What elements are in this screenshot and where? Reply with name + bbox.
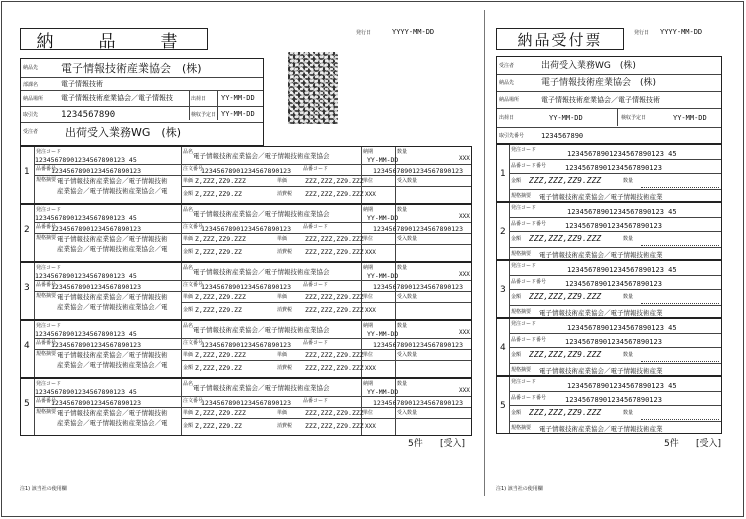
recv-qty-label: 受入数量 (397, 410, 418, 416)
unit-value: XXX (365, 249, 376, 256)
spec: 電子情報技術産業協会／電子情報技術産業 (539, 193, 663, 201)
deliver-place: 電子情報技術産業協会／電子情報技 (61, 94, 173, 102)
amount-label: 金額 (511, 352, 522, 358)
tax: ZZZ,ZZZ,ZZ9.ZZZ (305, 306, 364, 314)
qty-value: XXX (459, 329, 470, 336)
amount: Z,ZZZ,ZZ9.ZZ (195, 190, 242, 198)
page-divider (484, 10, 485, 496)
unit-label: 単位 (363, 294, 374, 300)
receipt-item-row (496, 318, 722, 376)
qty-label: 数量 (397, 207, 408, 213)
item-code-label: 品番コード番号 (511, 163, 547, 169)
delivery-label: 納期 (363, 265, 374, 271)
item-code: 12345678901234567890123 (201, 341, 292, 349)
delivery-label: 納期 (363, 381, 374, 387)
amount: ZZZ,ZZZ,ZZ9.ZZZ (529, 292, 602, 301)
unit-price: Z,ZZZ,ZZ9.ZZZ (195, 293, 246, 301)
right-footer-note: 注1) 該当社の使用欄 (496, 486, 543, 492)
order-no: 12345678901234567890123 45 (567, 324, 677, 332)
item-code: 12345678901234567890123 (565, 396, 662, 404)
amount: Z,ZZZ,ZZ9.ZZ (195, 306, 242, 314)
order-num: 12345678901234567890123 (51, 167, 142, 175)
qty-value: XXX (459, 155, 470, 162)
right-issue-date-label: 発行日 (634, 30, 650, 36)
spec-line-2: 産業協会／電子情報技術産業協会／電 (57, 187, 168, 195)
qty-label: 数量 (623, 352, 634, 358)
order-no-label: 発注コード (511, 379, 537, 385)
delivery-item-row (20, 378, 472, 436)
qty-label: 数量 (623, 178, 634, 184)
delivery-date: YY-MM-DD (367, 156, 399, 164)
qty-value: XXX (459, 387, 470, 394)
spec-label: 規格摘要 (36, 177, 57, 183)
qty-entry-line (641, 295, 719, 304)
dept-name: 電子情報技術 (61, 80, 103, 88)
recv-qty-label: 受入数量 (397, 178, 418, 184)
amount: ZZZ,ZZZ,ZZ9.ZZZ (529, 350, 602, 359)
unit-value: XXX (365, 365, 376, 372)
spec-line-1: 電子情報技術産業協会／電子情報技術 (57, 409, 168, 417)
order-num-label: 品番番号 (36, 340, 57, 346)
price2: ZZZ,ZZZ,ZZ9.ZZZ (305, 293, 364, 301)
qty-label: 数量 (623, 294, 634, 300)
num-label: 注文番号 (183, 282, 204, 288)
delivery-label: 納期 (363, 207, 374, 213)
price2: ZZZ,ZZZ,ZZ9.ZZZ (305, 235, 364, 243)
price2-label: 単価 (277, 236, 288, 242)
order-no-label: 発注コード (36, 265, 62, 271)
item-code-label: 品番コード番号 (511, 279, 547, 285)
tax-label: 消費税 (277, 249, 293, 255)
accept-date-label: 検収予定日 (191, 112, 217, 118)
order-no-label: 発注コード (36, 207, 62, 213)
delivery-slip-title: 納 品 書 (20, 28, 208, 50)
left-footer-note: 注1) 該当社の使用欄 (20, 486, 67, 492)
amount-label: 金額 (183, 249, 194, 255)
ship-date-label: 出荷日 (191, 96, 207, 102)
spec-line-1: 電子情報技術産業協会／電子情報技術 (57, 235, 168, 243)
right-accept-label: 検収予定日 (621, 115, 647, 121)
left-count: 5件 (408, 439, 423, 449)
qr-code (288, 52, 338, 124)
dept-label: 部課名 (23, 82, 39, 88)
qty-value: XXX (459, 213, 470, 220)
right-receipt-mark: [受入] (696, 439, 722, 449)
spec-label: 規格摘要 (36, 351, 57, 357)
spec: 電子情報技術産業協会／電子情報技術産業 (539, 251, 663, 259)
delivery-item-row (20, 262, 472, 320)
spec: 電子情報技術産業協会／電子情報技術産業 (539, 367, 663, 375)
item-code: 12345678901234567890123 (201, 225, 292, 233)
item-code: 12345678901234567890123 (201, 167, 292, 175)
issue-date-label: 発行日 (356, 30, 372, 36)
tax: ZZZ,ZZZ,ZZ9.ZZZ (305, 248, 364, 256)
recv-qty-label: 受入数量 (397, 352, 418, 358)
amount: ZZZ,ZZZ,ZZ9.ZZZ (529, 234, 602, 243)
order-no: 12345678901234567890123 45 (35, 388, 137, 396)
product-label: 品名 (183, 323, 194, 329)
qty-label: 数量 (397, 381, 408, 387)
qty-label: 数量 (397, 265, 408, 271)
spec-line-2: 産業協会／電子情報技術産業協会／電 (57, 419, 168, 427)
accept-date: YY-MM-DD (221, 110, 255, 118)
receipt-item-row (496, 202, 722, 260)
product-label: 品名 (183, 149, 194, 155)
item-number: 5 (24, 399, 30, 409)
spec-line-2: 産業協会／電子情報技術産業協会／電 (57, 245, 168, 253)
amount-label: 金額 (183, 365, 194, 371)
unit-price: Z,ZZZ,ZZ9.ZZZ (195, 351, 246, 359)
amount: ZZZ,ZZZ,ZZ9.ZZZ (529, 408, 602, 417)
right-dest-name: 電子情報技術産業協会 (株) (541, 78, 657, 88)
delivery-label: 納期 (363, 323, 374, 329)
recv-qty-label: 受入数量 (397, 236, 418, 242)
right-dest-label: 納品先 (499, 80, 515, 86)
right-deliver-label: 納品場所 (499, 97, 520, 103)
item-number: 1 (24, 167, 30, 177)
order-no: 12345678901234567890123 45 (35, 330, 137, 338)
qty-value: XXX (459, 271, 470, 278)
amount-label: 金額 (511, 178, 522, 184)
unit-value: XXX (365, 307, 376, 314)
price2-label: 単価 (277, 178, 288, 184)
spec-label: 規格摘要 (36, 409, 57, 415)
tax-label: 消費税 (277, 423, 293, 429)
order-num-label: 品番番号 (36, 282, 57, 288)
unit-value: XXX (365, 191, 376, 198)
order-no: 12345678901234567890123 45 (35, 214, 137, 222)
order-no-label: 発注コード (511, 147, 537, 153)
delivery-item-row (20, 146, 472, 204)
order-num: 12345678901234567890123 (51, 225, 142, 233)
code-label: 品番コード (303, 224, 329, 230)
deliver-label: 納品場所 (23, 96, 44, 102)
unit-label: 単位 (363, 178, 374, 184)
amount-label: 金額 (511, 236, 522, 242)
item-code: 12345678901234567890123 (565, 280, 662, 288)
qty-entry-line (641, 237, 719, 246)
delivery-date: YY-MM-DD (367, 272, 399, 280)
right-acct-code: 1234567890 (541, 132, 584, 140)
right-supplier-name: 出荷受入業務WG (株) (541, 61, 636, 71)
order-num: 12345678901234567890123 (51, 341, 142, 349)
order-no-label: 発注コード (36, 381, 62, 387)
amount-label: 金額 (183, 423, 194, 429)
code-label: 品番コード (303, 398, 329, 404)
delivery-label: 納期 (363, 149, 374, 155)
delivery-item-row (20, 320, 472, 378)
order-no: 12345678901234567890123 45 (35, 156, 137, 164)
right-ship-date: YY-MM-DD (549, 114, 583, 122)
item-code-2: 12345678901234567890123 (373, 225, 464, 233)
num-label: 注文番号 (183, 340, 204, 346)
item-number: 3 (24, 283, 30, 293)
qty-label: 数量 (623, 236, 634, 242)
spec-label: 規格摘要 (36, 293, 57, 299)
qty-label: 数量 (397, 149, 408, 155)
unit-value: XXX (365, 423, 376, 430)
item-number: 2 (24, 225, 30, 235)
product-name: 電子情報技術産業協会／電子情報技術産業協会 (193, 326, 330, 334)
spec-line-1: 電子情報技術産業協会／電子情報技術 (57, 351, 168, 359)
ship-date: YY-MM-DD (221, 94, 255, 102)
item-number: 2 (500, 227, 506, 237)
right-deliver-place: 電子情報技術産業協会／電子情報技術 (541, 96, 660, 104)
item-code-label: 品番コード番号 (511, 395, 547, 401)
spec-label: 規格摘要 (511, 309, 532, 315)
amount: Z,ZZZ,ZZ9.ZZ (195, 364, 242, 372)
unit-label: 単位 (363, 236, 374, 242)
item-code-label: 品番コード番号 (511, 221, 547, 227)
product-label: 品名 (183, 207, 194, 213)
order-num: 12345678901234567890123 (51, 399, 142, 407)
unit-label: 単位 (363, 352, 374, 358)
order-num-label: 品番番号 (36, 166, 57, 172)
order-no-label: 発注コード (511, 263, 537, 269)
item-code: 12345678901234567890123 (565, 338, 662, 346)
tax-label: 消費税 (277, 365, 293, 371)
product-name: 電子情報技術産業協会／電子情報技術産業協会 (193, 384, 330, 392)
order-no-label: 発注コード (36, 323, 62, 329)
spec-line-1: 電子情報技術産業協会／電子情報技術 (57, 177, 168, 185)
price2-label: 単価 (277, 410, 288, 416)
order-num-label: 品番番号 (36, 224, 57, 230)
receipt-item-row (496, 376, 722, 434)
delivery-date: YY-MM-DD (367, 330, 399, 338)
item-code: 12345678901234567890123 (201, 399, 292, 407)
spec-line-2: 産業協会／電子情報技術産業協会／電 (57, 361, 168, 369)
amount-label: 金額 (511, 410, 522, 416)
supplier-name: 出荷受入業務WG (株) (65, 126, 181, 139)
receipt-slip-title: 納品受付票 (496, 28, 624, 50)
order-num-label: 品番番号 (36, 398, 57, 404)
delivery-header (20, 58, 264, 146)
unit-price: Z,ZZZ,ZZ9.ZZZ (195, 409, 246, 417)
spec-label: 規格摘要 (511, 425, 532, 431)
price2: ZZZ,ZZZ,ZZ9.ZZZ (305, 177, 364, 185)
unit-price-label: 単価 (183, 236, 194, 242)
amount: Z,ZZZ,ZZ9.ZZ (195, 248, 242, 256)
right-ship-label: 出荷日 (499, 115, 515, 121)
spec-line-2: 産業協会／電子情報技術産業協会／電 (57, 303, 168, 311)
item-number: 5 (500, 401, 506, 411)
receipt-item-row (496, 144, 722, 202)
dest-name: 電子情報技術産業協会 (株) (61, 62, 202, 75)
product-label: 品名 (183, 265, 194, 271)
amount: Z,ZZZ,ZZ9.ZZ (195, 422, 242, 430)
code-label: 品番コード (303, 340, 329, 346)
spec: 電子情報技術産業協会／電子情報技術産業 (539, 309, 663, 317)
spec-label: 規格摘要 (511, 367, 532, 373)
order-no-label: 発注コード (511, 321, 537, 327)
supplier-label: 受注者 (23, 129, 39, 135)
qty-entry-line (641, 179, 719, 188)
receipt-header (496, 56, 722, 144)
item-code-label: 品番コード番号 (511, 337, 547, 343)
qty-label: 数量 (623, 410, 634, 416)
right-acct-label: 取引先番号 (499, 133, 525, 139)
qty-entry-line (641, 411, 719, 420)
order-num: 12345678901234567890123 (51, 283, 142, 291)
amount-label: 金額 (183, 307, 194, 313)
num-label: 注文番号 (183, 166, 204, 172)
delivery-date: YY-MM-DD (367, 388, 399, 396)
order-no-label: 発注コード (36, 149, 62, 155)
spec-label: 規格摘要 (511, 193, 532, 199)
delivery-item-row (20, 204, 472, 262)
code-label: 品番コード (303, 166, 329, 172)
acct-label: 取引先 (23, 112, 39, 118)
item-code: 12345678901234567890123 (565, 164, 662, 172)
order-no: 12345678901234567890123 45 (567, 266, 677, 274)
unit-price: Z,ZZZ,ZZ9.ZZZ (195, 177, 246, 185)
item-code-2: 12345678901234567890123 (373, 341, 464, 349)
dest-label: 納品先 (23, 65, 39, 71)
item-code-2: 12345678901234567890123 (373, 167, 464, 175)
tax: ZZZ,ZZZ,ZZ9.ZZZ (305, 422, 364, 430)
unit-price-label: 単価 (183, 410, 194, 416)
num-label: 注文番号 (183, 224, 204, 230)
tax-label: 消費税 (277, 191, 293, 197)
tax: ZZZ,ZZZ,ZZ9.ZZZ (305, 364, 364, 372)
code-label: 品番コード (303, 282, 329, 288)
item-code: 12345678901234567890123 (201, 283, 292, 291)
price2: ZZZ,ZZZ,ZZ9.ZZZ (305, 351, 364, 359)
product-name: 電子情報技術産業協会／電子情報技術産業協会 (193, 210, 330, 218)
receipt-item-row (496, 260, 722, 318)
issue-date: YYYY-MM-DD (392, 28, 435, 36)
price2-label: 単価 (277, 294, 288, 300)
order-no: 12345678901234567890123 45 (567, 208, 677, 216)
product-name: 電子情報技術産業協会／電子情報技術産業協会 (193, 268, 330, 276)
left-receipt-mark: [受入] (440, 439, 466, 449)
product-name: 電子情報技術産業協会／電子情報技術産業協会 (193, 152, 330, 160)
tax: ZZZ,ZZZ,ZZ9.ZZZ (305, 190, 364, 198)
order-no: 12345678901234567890123 45 (35, 272, 137, 280)
recv-qty-label: 受入数量 (397, 294, 418, 300)
unit-price-label: 単価 (183, 178, 194, 184)
item-code-2: 12345678901234567890123 (373, 283, 464, 291)
amount: ZZZ,ZZZ,ZZ9.ZZZ (529, 176, 602, 185)
order-no: 12345678901234567890123 45 (567, 150, 677, 158)
acct-code: 1234567890 (61, 110, 116, 120)
qty-entry-line (641, 353, 719, 362)
item-number: 3 (500, 285, 506, 295)
unit-price: Z,ZZZ,ZZ9.ZZZ (195, 235, 246, 243)
unit-label: 単位 (363, 410, 374, 416)
item-code-2: 12345678901234567890123 (373, 399, 464, 407)
tax-label: 消費税 (277, 307, 293, 313)
right-count: 5件 (664, 439, 679, 449)
right-supplier-label: 受注者 (499, 63, 515, 69)
right-accept-date: YY-MM-DD (673, 114, 707, 122)
item-number: 4 (500, 343, 506, 353)
spec-label: 規格摘要 (36, 235, 57, 241)
unit-price-label: 単価 (183, 352, 194, 358)
unit-price-label: 単価 (183, 294, 194, 300)
order-no-label: 発注コード (511, 205, 537, 211)
spec: 電子情報技術産業協会／電子情報技術産業 (539, 425, 663, 433)
num-label: 注文番号 (183, 398, 204, 404)
delivery-date: YY-MM-DD (367, 214, 399, 222)
qty-label: 数量 (397, 323, 408, 329)
right-issue-date: YYYY-MM-DD (660, 28, 703, 36)
order-no: 12345678901234567890123 45 (567, 382, 677, 390)
item-number: 1 (500, 169, 506, 179)
item-number: 4 (24, 341, 30, 351)
product-label: 品名 (183, 381, 194, 387)
item-code: 12345678901234567890123 (565, 222, 662, 230)
spec-label: 規格摘要 (511, 251, 532, 257)
amount-label: 金額 (183, 191, 194, 197)
amount-label: 金額 (511, 294, 522, 300)
price2: ZZZ,ZZZ,ZZ9.ZZZ (305, 409, 364, 417)
price2-label: 単価 (277, 352, 288, 358)
spec-line-1: 電子情報技術産業協会／電子情報技術 (57, 293, 168, 301)
